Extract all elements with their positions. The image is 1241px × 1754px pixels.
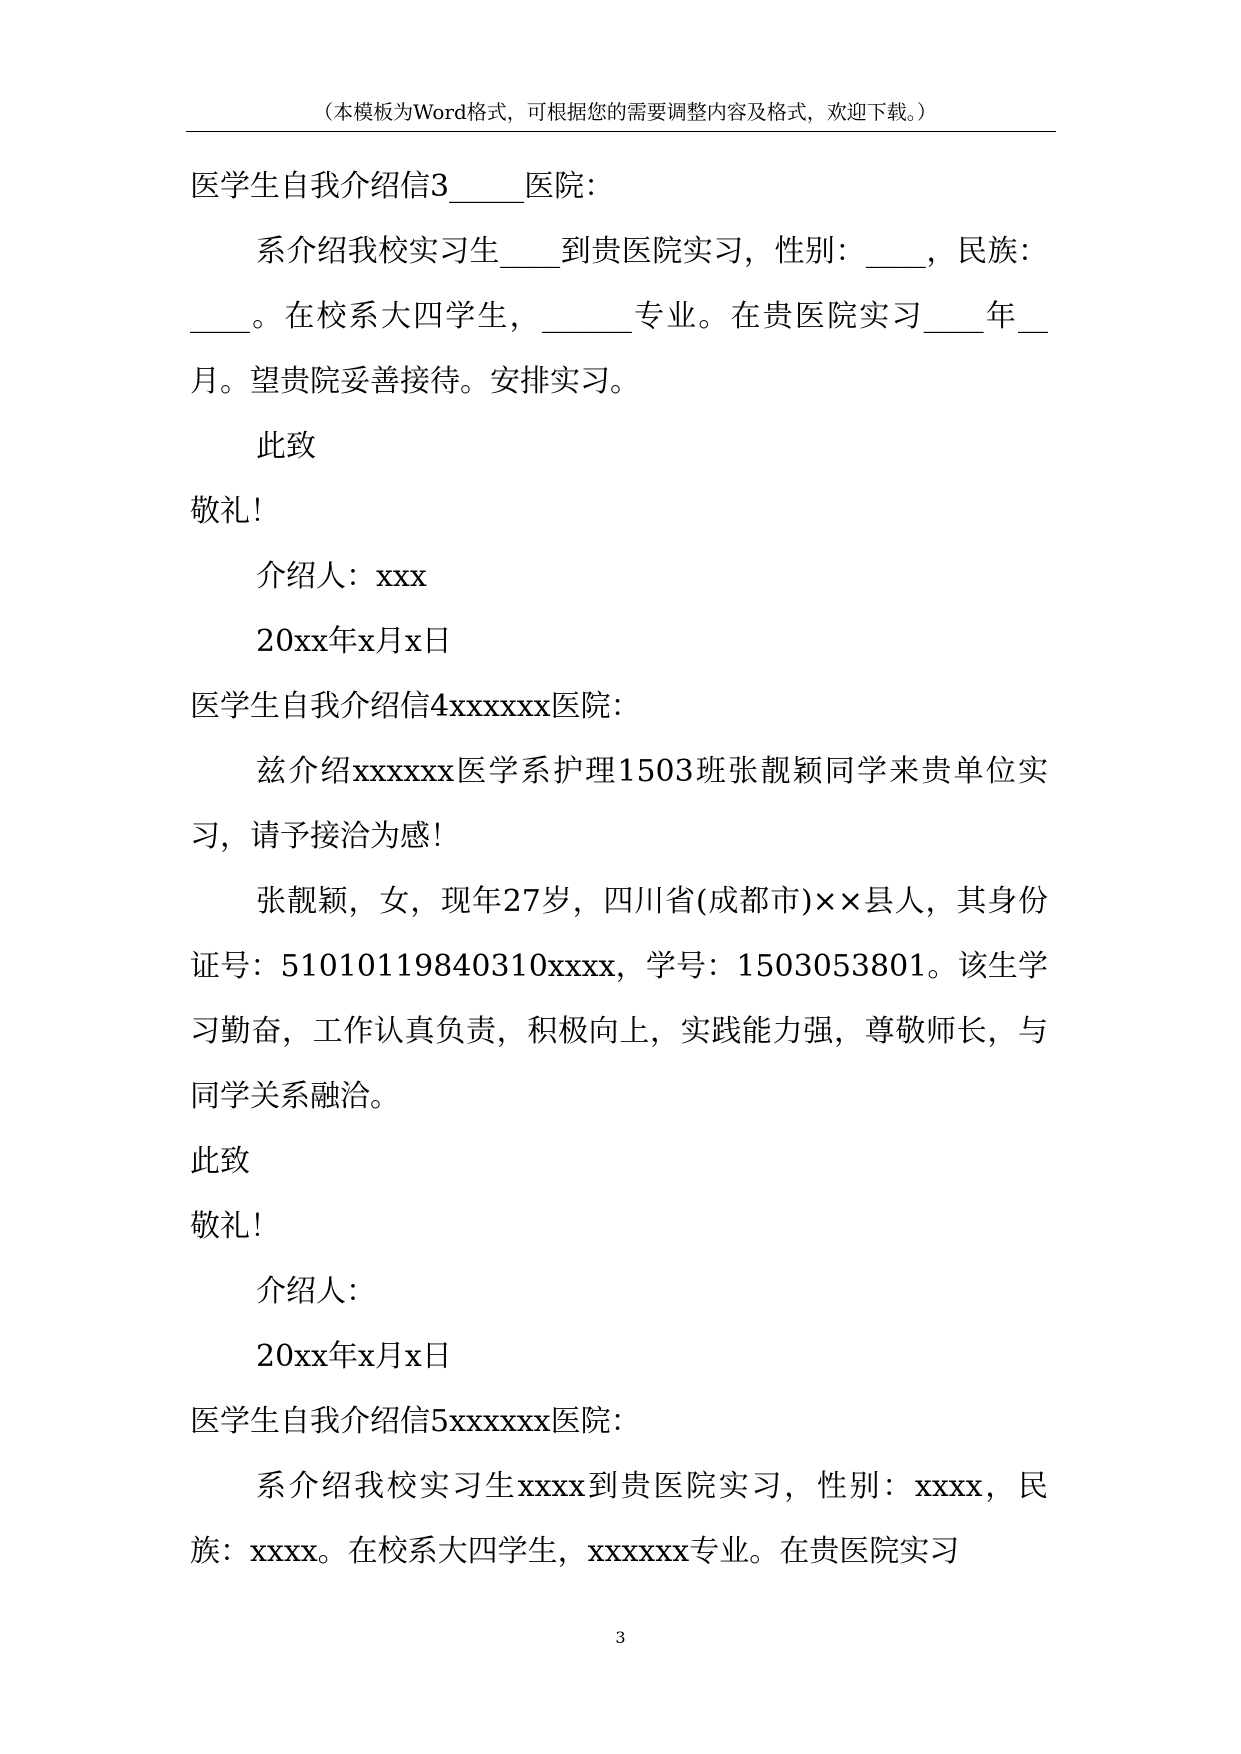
document-body — [190, 154, 1048, 1584]
letter-3-introducer: 介绍人：xxx — [256, 559, 427, 594]
letter-4-date: 20xx年x月x日 — [256, 1339, 452, 1374]
letter-3-closing: 此致 — [256, 429, 316, 464]
letter-4-closing: 此致 — [190, 1144, 250, 1179]
letter-4-body: 兹介绍xxxxxx医学系护理1503班张靓颖同学来贵单位实习，请予接洽为感！ — [190, 754, 1048, 854]
letter-3-body: 系介绍我校实习生____到贵医院实习，性别：____，民族：____。在校系大四学生，______专业。在贵医院实习____年__月。望贵院妥善接待。安排实习。 — [190, 234, 1048, 399]
header-divider — [186, 131, 1056, 132]
letter-3-title: 医学生自我介绍信3_____医院： — [190, 169, 615, 204]
letter-5-body: 系介绍我校实习生xxxx到贵医院实习，性别：xxxx，民族：xxxx。在校系大四学生，xxxxxx专业。在贵医院实习 — [190, 1469, 1048, 1569]
letter-4-student-info: 张靓颖，女，现年27岁，四川省(成都市)××县人，其身份证号：51010119840310xxxx，学号：1503053801。该生学习勤奋，工作认真负责，积极向上，实践能力强，尊敬师长，与同学关系融洽。 — [190, 884, 1048, 1114]
letter-4-salute: 敬礼！ — [190, 1209, 280, 1244]
letter-3-date: 20xx年x月x日 — [256, 624, 452, 659]
letter-4-title: 医学生自我介绍信4xxxxxx医院： — [190, 689, 641, 724]
template-notice: （本模板为Word格式，可根据您的需要调整内容及格式，欢迎下载。） — [313, 100, 937, 124]
page-number: 3 — [615, 1628, 626, 1647]
letter-3-salute: 敬礼！ — [190, 494, 280, 529]
letter-4-introducer: 介绍人： — [256, 1274, 376, 1309]
letter-5-title: 医学生自我介绍信5xxxxxx医院： — [190, 1404, 641, 1439]
